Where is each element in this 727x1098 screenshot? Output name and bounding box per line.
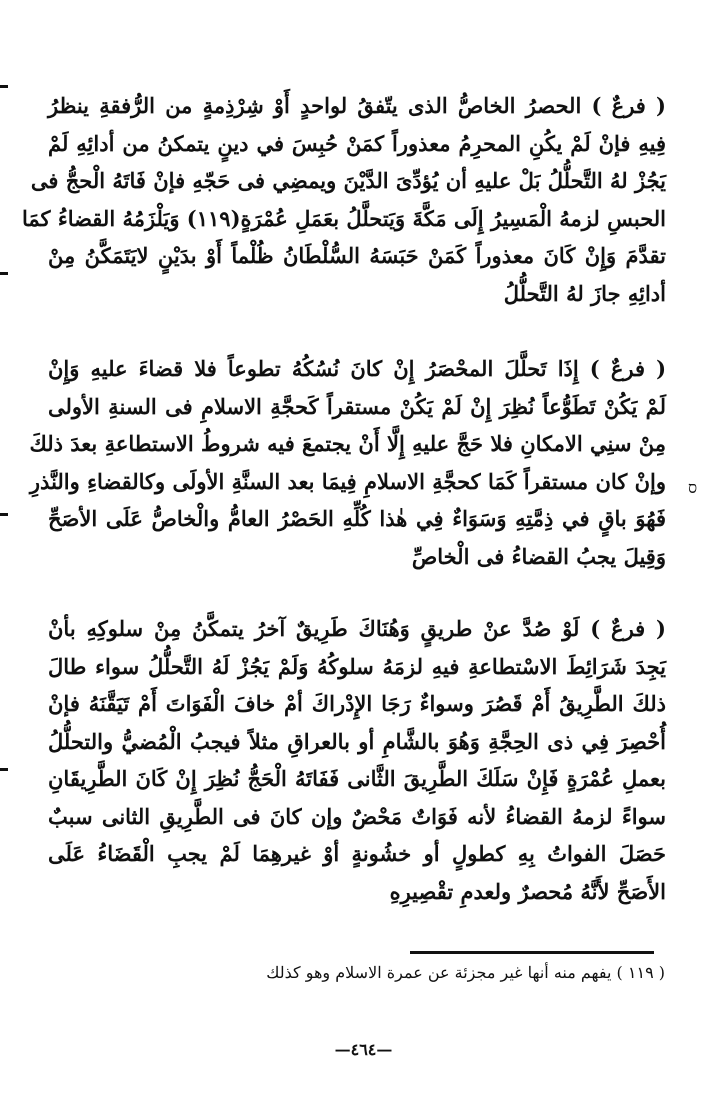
text-line: ( فرعٌ ) إِذَا تَحلَّلَ المحْصَرُ إِنْ كانَ نُسُكُهُ تطوعاً فلا قضاءَ عليهِ وَإِنْ xyxy=(48,356,666,381)
margin-glyph: ס xyxy=(688,478,698,497)
text-line: يَجُزْ لهُ التَّحلُّلُ بَلْ عليهِ أن يُؤدِّىَ الدَّيْنَ ويمضِي فى حَجّهِ فإنْ فَاتَهُ الْحجُّ فى xyxy=(30,168,666,193)
paragraph-1 xyxy=(21,87,666,312)
text-line: يَجِدَ شَرَائِطَ الاسْتطاعةِ فيهِ لزمَهُ سلوكُهُ وَلَمْ يَجُزْ لَهُ التَّحلُّلُ سواء طالَ xyxy=(48,653,666,679)
margin-mark xyxy=(0,513,8,516)
text-line: لَمْ يَكُنْ تَطَوُّعاً نُظِرَ إِنْ لَمْ يَكُنْ مستقراً كَحجَّةِ الاسلامِ فى السنةِ الأولى xyxy=(48,393,666,419)
text-line: وَقِيلَ يجبُ القضاءُ فى الْخاصِّ xyxy=(411,543,666,569)
text-line: الحبسِ لزمهُ الْمَسِيرُ إِلَى مَكَّةَ وَيَتحلَّلُ بعَمَلِ عُمْرَةٍ(١١٩) وَيَلْزَمُهُ القضاءُ كمَا xyxy=(21,205,666,231)
text-line: حَصَلَ الفواتُ بِهِ كطولٍ أو خشُونةٍ أوْ غيرهِمَا لَمْ يجبِ الْقَضَاءُ عَلَى xyxy=(48,841,666,866)
margin-mark xyxy=(0,768,8,771)
footnote: ( ١١٩ ) يفهم منه أنها غير مجزئة عن عمرة الاسلام وهو كذلك xyxy=(266,963,665,982)
paragraph-2 xyxy=(29,350,666,575)
footnote-divider xyxy=(410,951,654,954)
margin-mark xyxy=(0,85,8,88)
text-line: تقدَّمَ وَإِنْ كَانَ معذوراً كَمَنْ حَبَسَهُ السُّلْطَانُ ظُلْماً أَوْ بدَيْنٍ لايَتَمَكَّنُ مِنْ xyxy=(48,243,666,268)
text-line: فَهُوَ باقٍ في ذِمَّتِهِ وَسَوَاءٌ فِي هٰذا كُلِّهِ الحَصْرُ العامُّ والْخاصُّ عَلَى الأصَحِّ xyxy=(48,506,666,531)
text-line: أُحْصِرَ فِي ذى الحِجَّةِ وَهُوَ بالشَّامِ أو بالعراقِ مثلاً فيجبُ الْمُضيُّ والتحلُّلُ xyxy=(48,728,666,754)
text-line: مِنْ سنِي الامكانِ فلا حَجَّ عليهِ إِلَّا أَنْ يجتمعَ فيه شروطُ الاستطاعةِ بعدَ ذلكَ xyxy=(29,431,666,456)
text-line: ذلكَ الطَّرِيقُ أَمْ قَصُرَ وسواءٌ رَجَا الإِدْراكَ أمْ خافَ الْفَوَاتَ أَمْ تَيَقَّنَهُ فإنْ xyxy=(48,691,666,716)
text-line: أدائِهِ جازَ لهُ التَّحلُّلُ xyxy=(503,280,666,306)
text-line: ( فرعٌ ) لَوْ صُدَّ عنْ طريقٍ وَهُنَاكَ طَرِيقٌ آخرُ يتمكَّنُ مِنْ سلوكِهِ بأنْ xyxy=(48,616,666,641)
text-line: بعملِ عُمْرَةٍ فَإِنْ سَلَكَ الطَّرِيقَ الثَّانى فَفَاتَهُ الْحَجُّ نُظِرَ إِنْ كَانَ الطَّرِيقَانِ xyxy=(48,766,666,791)
text-line: سواءً لزمهُ القضاءُ لأنه فَوَاتٌ مَحْضٌ وإن كانَ فى الطَّرِيقِ الثانى سببٌ xyxy=(48,803,666,829)
text-line: ( فرعٌ ) الحصرُ الخاصُّ الذى يتّفقُ لواحدٍ أَوْ شِرْذِمةٍ من الرُّفقةِ ينظرُ xyxy=(48,93,666,118)
text-line: الأَصَحِّ لأَنَّهُ مُحصرٌ ولعدمِ تقْصِيرِهِ xyxy=(389,878,666,904)
text-line: فِيهِ فإنْ لَمْ يكُنِ المحرِمُ معذوراً كمَنْ حُبِسَ في دينٍ يتمكنُ من أدائِهِ لَمْ xyxy=(48,130,666,156)
paragraph-3 xyxy=(48,610,666,910)
page-number: —٤٦٤— xyxy=(334,1040,393,1059)
margin-mark xyxy=(0,272,8,275)
text-line: وإنْ كان مستقراً كَمَا كحجَّةِ الاسلامِ فِيمَا بعد السنَّةِ الأولَى وكالقضاءِ والنَّذرِ xyxy=(29,468,666,494)
